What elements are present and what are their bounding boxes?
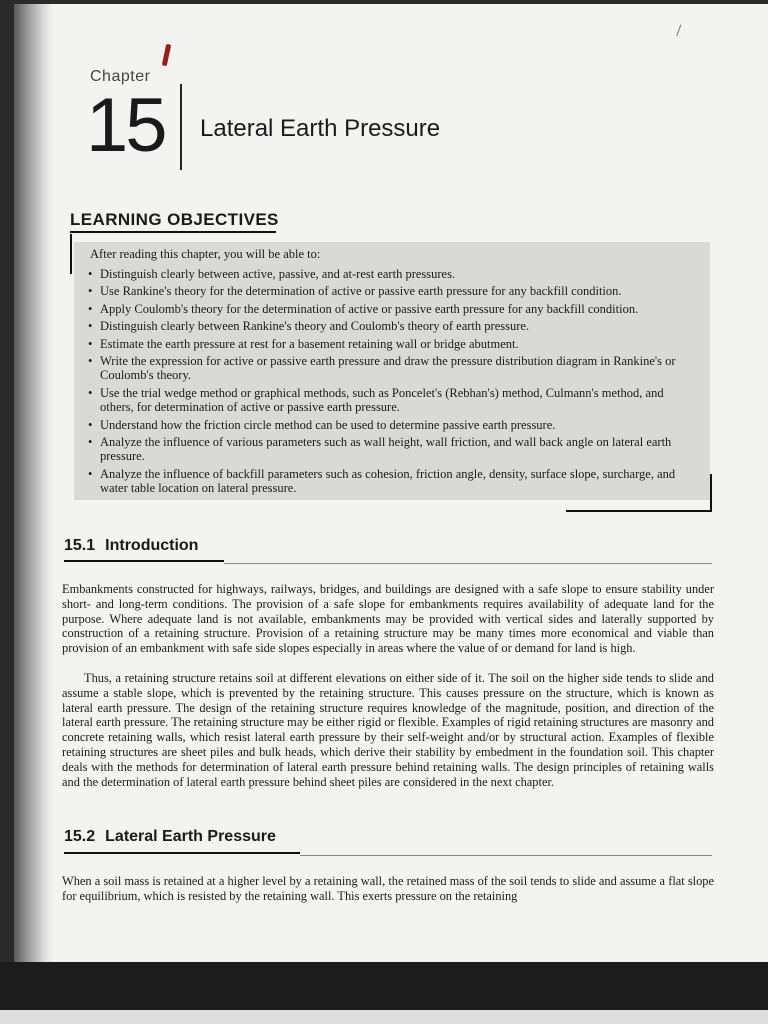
learning-objectives-rule	[70, 231, 276, 233]
objective-item: • Write the expression for active or passive earth pressure and draw the pressure distribution diagram in Rankine's or Coulomb's theory.	[86, 354, 698, 383]
section-title: Lateral Earth Pressure	[105, 828, 276, 845]
objective-item: • Analyze the influence of backfill parameters such as cohesion, friction angle, density, surface slope, surcharge, and water table location on lateral pressure.	[86, 467, 698, 496]
chapter-label: Chapter	[90, 68, 151, 85]
objective-item: • Use the trial wedge method or graphical methods, such as Poncelet's (Rebhan's) method, Culmann's method, and others, for determination of active or passive earth pressure.	[86, 386, 698, 415]
section-title: Introduction	[105, 537, 199, 554]
objective-item: • Estimate the earth pressure at rest for a basement retaining wall or bridge abutment.	[86, 337, 698, 351]
section-heading-lateral-earth-pressure	[64, 828, 276, 846]
section-rule	[64, 560, 224, 562]
spine-shadow	[14, 4, 54, 964]
scanner-bottom-edge	[0, 962, 768, 1024]
objective-item: • Understand how the friction circle method can be used to determine passive earth pressure.	[86, 418, 698, 432]
red-pen-mark	[162, 44, 171, 67]
section-rule	[64, 852, 300, 854]
learning-objectives-heading: LEARNING OBJECTIVES	[70, 210, 279, 229]
objective-item: • Analyze the influence of various parameters such as wall height, wall friction, and wall back angle on lateral earth pressure.	[86, 435, 698, 464]
scanned-page	[14, 4, 768, 964]
section-number: 15.2	[64, 828, 96, 845]
lateral-pressure-paragraph: When a soil mass is retained at a higher level by a retaining wall, the retained mass of the soil tends to slide and assume a flat slope for equilibrium, which is resisted by the retaining wall. This exerts pressure on the retaining	[62, 874, 714, 903]
section-number: 15.1	[64, 537, 96, 554]
pencil-mark	[676, 24, 690, 39]
intro-paragraph-2: Thus, a retaining structure retains soil at different elevations on either side of it. The soil on the higher side tends to slide and assume a stable slope, which is prevented by the retaining structure. This causes pressure on the structure, which is known as lateral earth pressure. The design of the retaining structure requires knowledge of the magnitude, position, and direction of the lateral earth pressure. The retaining structure may be either rigid or flexible. Examples of rigid retaining structures are masonry and concrete retaining walls, which resist lateral earth pressure by their self-weight and/or by structural action. Examples of flexible retaining structures are sheet piles and bulk heads, which derive their stability by embedment in the foundation soil. This chapter deals with the methods for determination of lateral earth pressure behind retaining walls. The design principles of retaining walls and the determination of lateral earth pressure behind sheet piles are considered in the next chapter.	[62, 671, 714, 789]
chapter-divider	[180, 84, 182, 170]
intro-paragraph-1: Embankments constructed for highways, railways, bridges, and buildings are designed with a safe slope to ensure stability under short- and long-term conditions. The provision of a safe slope for embankments requires availability of adequate land for the purpose. Where adequate land is not available, embankments may be provided with vertical sides and laterally supported by construction of a retaining structure. Provision of a retaining structure may be many times more economical and viable than provision of an embankment with safe side slopes especially in areas where the value of or demand for land is high.	[62, 582, 714, 656]
section-rule-thin	[300, 855, 712, 856]
box-bracket-right	[710, 474, 712, 512]
objective-item: • Distinguish clearly between active, passive, and at-rest earth pressures.	[86, 267, 698, 281]
section-heading-introduction	[64, 537, 198, 555]
box-bracket-left	[70, 234, 72, 274]
learning-objectives-list	[86, 267, 698, 499]
objective-item: • Use Rankine's theory for the determination of active or passive earth pressure for any backfill condition.	[86, 284, 698, 298]
box-bracket-bottom	[566, 510, 712, 512]
learning-objectives-intro: After reading this chapter, you will be able to:	[90, 247, 321, 261]
objective-item: • Distinguish clearly between Rankine's theory and Coulomb's theory of earth pressure.	[86, 319, 698, 333]
scanner-bottom-strip	[0, 1010, 768, 1024]
chapter-title: Lateral Earth Pressure	[200, 115, 441, 142]
section-rule-thin	[224, 563, 712, 564]
objective-item: • Apply Coulomb's theory for the determination of active or passive earth pressure for any backfill condition.	[86, 302, 698, 316]
chapter-number: 15	[86, 83, 165, 168]
